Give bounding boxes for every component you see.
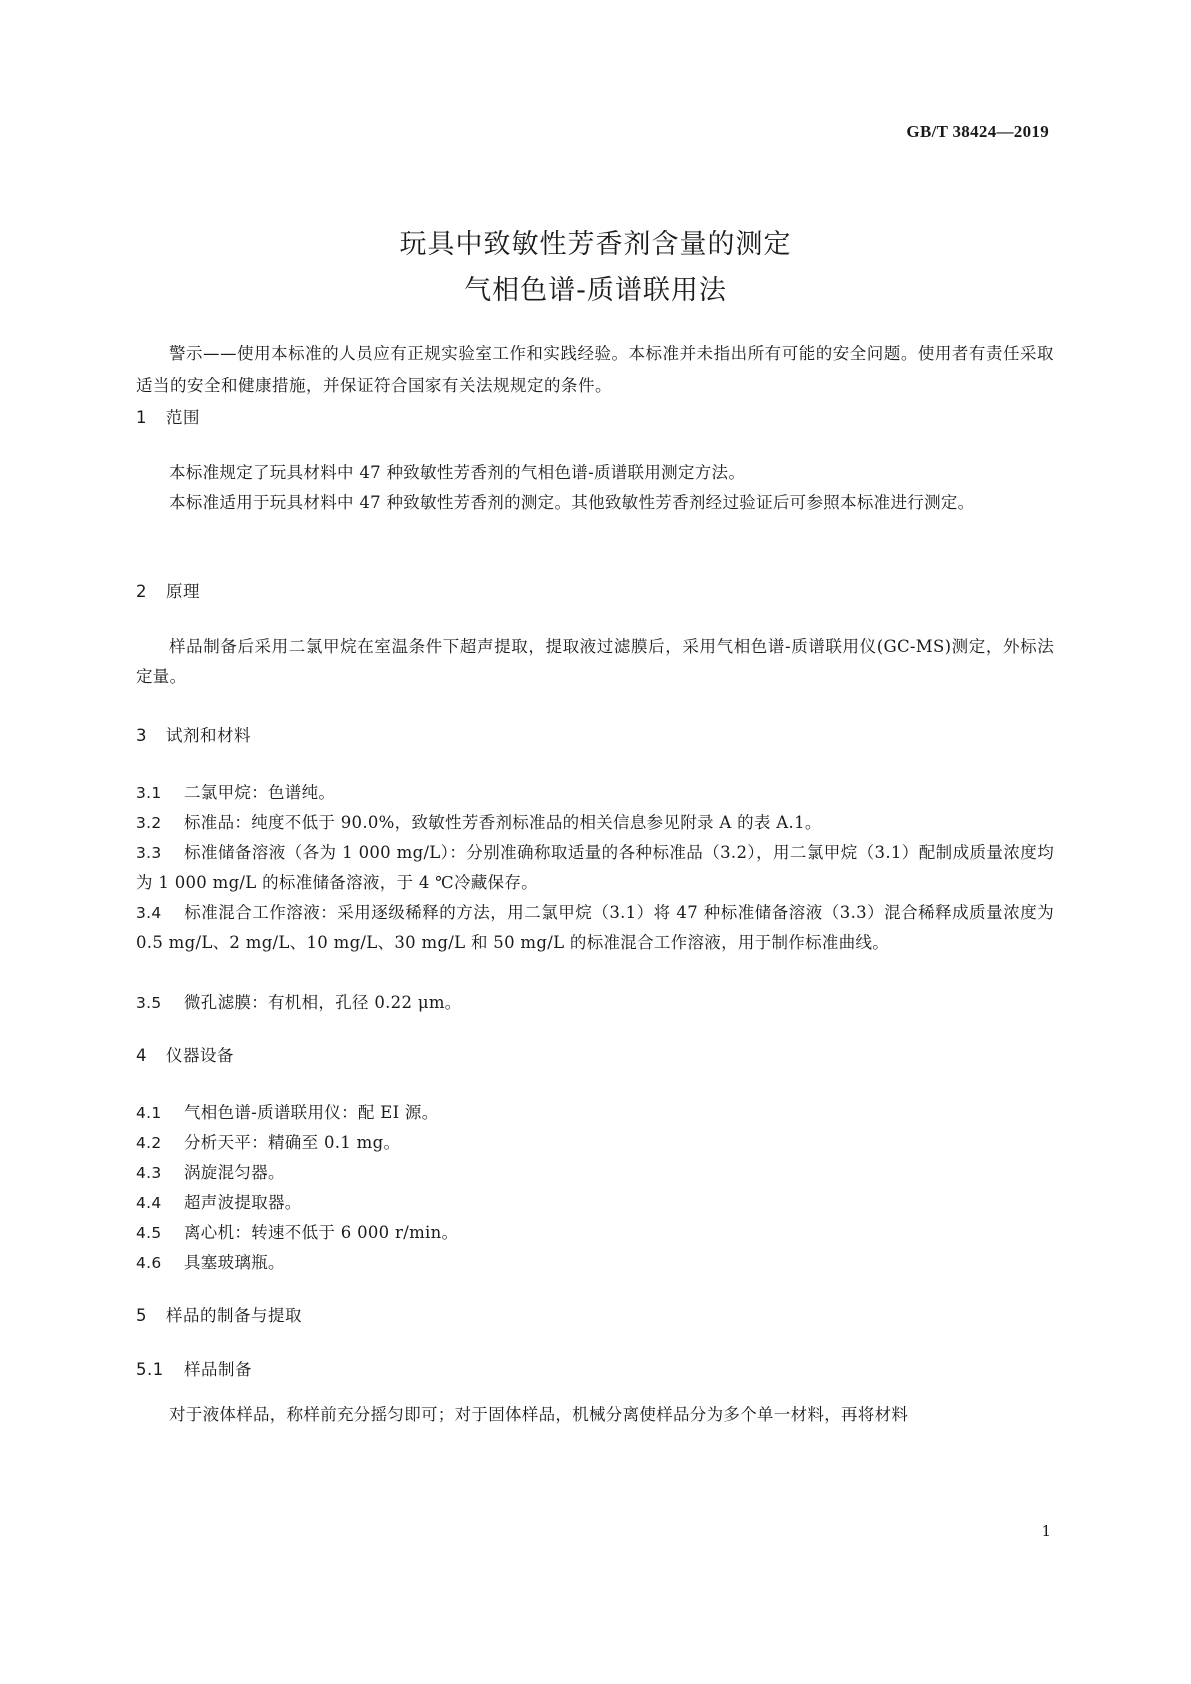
paragraph: 样品制备后采用二氯甲烷在室温条件下超声提取，提取液过滤膜后，采用气相色谱-质谱联用仪(GC-MS)测定，外标法定量。	[136, 637, 1054, 686]
list-item	[136, 778, 1054, 808]
item-text: 二氯甲烷：色谱纯。	[184, 783, 336, 802]
document-title: 玩具中致敏性芳香剂含量的测定	[399, 229, 792, 260]
item-number: 4.5	[136, 1224, 162, 1242]
section-heading-apparatus	[136, 1042, 234, 1066]
section-number: 5	[136, 1306, 147, 1325]
warning-paragraph: 警示——使用本标准的人员应有正规实验室工作和实践经验。本标准并未指出所有可能的安全问题。使用者有责任采取适当的安全和健康措施，并保证符合国家有关法规规定的条件。	[136, 344, 1054, 395]
item-text: 离心机：转速不低于 6 000 r/min。	[184, 1223, 459, 1242]
subsection-title: 样品制备	[184, 1360, 252, 1379]
item-number: 3.2	[136, 814, 162, 832]
list-item	[136, 1248, 1054, 1278]
paragraph: 对于液体样品，称样前充分摇匀即可；对于固体样品，机械分离使样品分为多个单一材料，再将材料	[169, 1405, 909, 1424]
section-title: 原理	[166, 582, 200, 601]
document-subtitle: 气相色谱-质谱联用法	[464, 275, 727, 306]
subsection-number: 5.1	[136, 1360, 164, 1379]
section-heading-principle	[136, 578, 200, 602]
section-heading-scope	[136, 404, 200, 428]
section-heading-sample-prep	[136, 1302, 302, 1326]
standard-number: GB/T 38424—2019	[906, 122, 1049, 141]
list-item	[136, 838, 1054, 898]
section-title: 试剂和材料	[166, 726, 251, 745]
list-item	[136, 808, 1054, 838]
item-number: 4.2	[136, 1134, 162, 1152]
page-number: 1	[1041, 1522, 1051, 1540]
list-item	[136, 1218, 1054, 1248]
section-number: 4	[136, 1046, 147, 1065]
item-text: 标准品：纯度不低于 90.0%，致敏性芳香剂标准品的相关信息参见附录 A 的表 A.1。	[184, 813, 822, 832]
item-text: 微孔滤膜：有机相，孔径 0.22 μm。	[184, 993, 462, 1012]
item-text: 气相色谱-质谱联用仪：配 EI 源。	[184, 1103, 439, 1122]
section-title: 样品的制备与提取	[166, 1306, 302, 1325]
section-number: 2	[136, 582, 147, 601]
list-item	[136, 1128, 1054, 1158]
section-number: 1	[136, 408, 147, 427]
list-item	[136, 1188, 1054, 1218]
list-item	[136, 898, 1054, 958]
item-text: 超声波提取器。	[184, 1193, 302, 1212]
item-text: 标准储备溶液（各为 1 000 mg/L）：分别准确称取适量的各种标准品（3.2），用二氯甲烷（3.1）配制成质量浓度均为 1 000 mg/L 的标准储备溶液，于 4 ℃冷藏保存。	[136, 843, 1054, 892]
item-text: 涡旋混匀器。	[184, 1163, 285, 1182]
item-text: 具塞玻璃瓶。	[184, 1253, 285, 1272]
section-heading-reagents	[136, 722, 251, 746]
item-number: 4.4	[136, 1194, 162, 1212]
item-text: 分析天平：精确至 0.1 mg。	[184, 1133, 401, 1152]
list-item	[136, 988, 1054, 1018]
item-number: 3.5	[136, 994, 162, 1012]
item-number: 4.6	[136, 1254, 162, 1272]
list-item	[136, 1098, 1054, 1128]
list-item	[136, 1158, 1054, 1188]
section-number: 3	[136, 726, 147, 745]
item-number: 4.3	[136, 1164, 162, 1182]
item-number: 3.3	[136, 844, 162, 862]
item-number: 3.1	[136, 784, 162, 802]
subsection-heading-sample-preparation	[136, 1356, 252, 1380]
section-title: 范围	[166, 408, 200, 427]
item-number: 3.4	[136, 904, 162, 922]
paragraph: 本标准规定了玩具材料中 47 种致敏性芳香剂的气相色谱-质谱联用测定方法。	[169, 463, 746, 482]
paragraph: 本标准适用于玩具材料中 47 种致敏性芳香剂的测定。其他致敏性芳香剂经过验证后可参照本标准进行测定。	[169, 493, 975, 512]
section-title: 仪器设备	[166, 1046, 234, 1065]
item-number: 4.1	[136, 1104, 162, 1122]
item-text: 标准混合工作溶液：采用逐级稀释的方法，用二氯甲烷（3.1）将 47 种标准储备溶液（3.3）混合稀释成质量浓度为 0.5 mg/L、2 mg/L、10 mg/L、30 mg/L 和 50 mg/L 的标准混合工作溶液，用于制作标准曲线。	[136, 903, 1054, 952]
